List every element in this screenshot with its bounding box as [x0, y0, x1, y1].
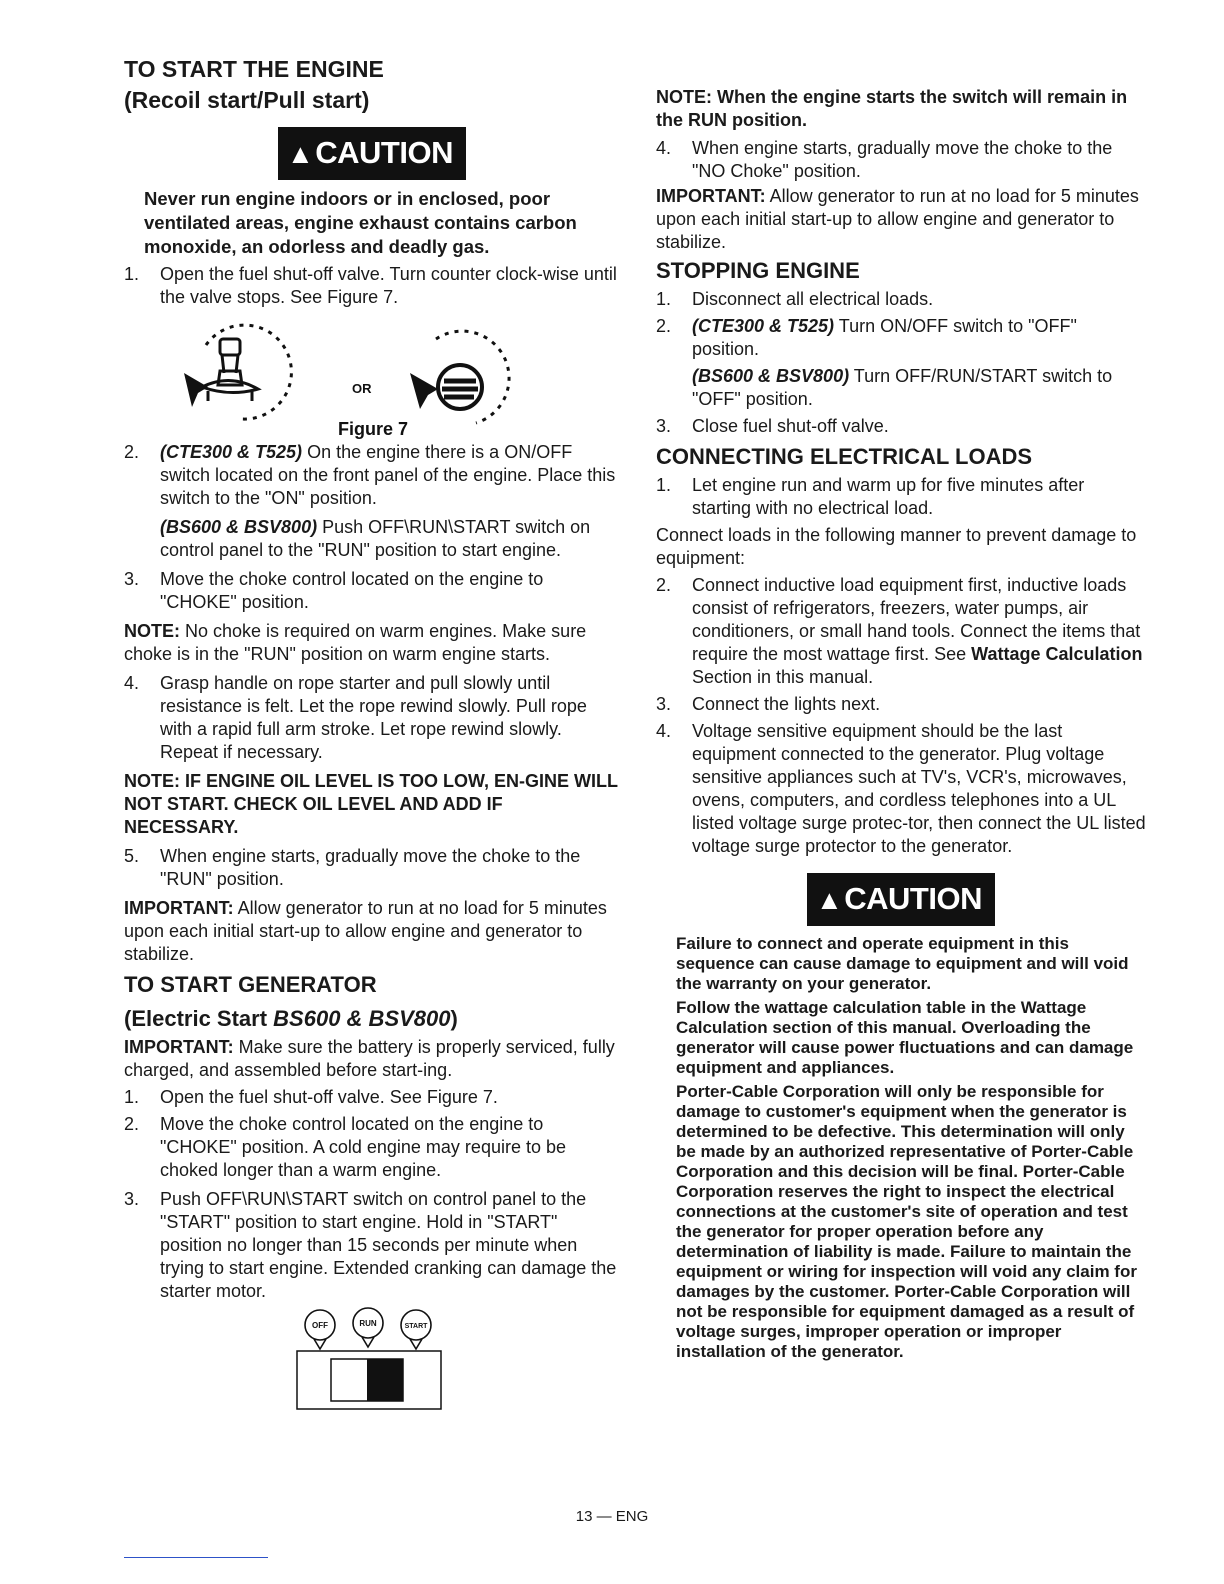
- note-run-position: NOTE: When the engine starts the switch will remain in the RUN position.: [656, 87, 1128, 130]
- svg-text:RUN: RUN: [359, 1319, 377, 1328]
- valve-a-arrow-icon: [184, 373, 208, 407]
- list-item-step-1: 1. Open the fuel shut-off valve. Turn counter clock-wise until the valve stops. See Figure 7.: [124, 264, 617, 307]
- list-item-conn-3: 3. Connect the lights next.: [656, 694, 881, 714]
- list-item-gen-step-2: 2. Move the choke control located on the engine to "CHOKE" position. A cold engine may require to be choked longer than a warm engine.: [124, 1114, 567, 1180]
- caution-text-right: [656, 934, 1146, 1362]
- heading-electric-start: (Electric Start BS600 & BSV800): [124, 1006, 458, 1031]
- heading-start-generator: TO START GENERATOR: [124, 972, 377, 997]
- list-item-gen-step-3: 3. Push OFF\RUN\START switch on control panel to the "START" position to start engine. Hold in "START" position no longer than 15 seconds per minute when trying to start engine. Extended cranking can damage the starter motor.: [124, 1189, 617, 1301]
- fuel-valve-figure: [124, 309, 620, 441]
- note-choke: NOTE: No choke is required on warm engines. Make sure choke is in the "RUN" position on warm engine starts.: [124, 621, 587, 664]
- switch-off-label: [305, 1310, 335, 1349]
- list-item-stop-3: 3. Close fuel shut-off valve.: [656, 416, 889, 436]
- valve-b-arrow-icon: [410, 373, 438, 409]
- switch-start-label: [401, 1310, 431, 1349]
- caution-banner-right: [656, 873, 1146, 926]
- right-column: [656, 86, 1146, 1362]
- list-item-step-5: 5. When engine starts, gradually move the choke to the "RUN" position.: [124, 846, 581, 889]
- note-oil-level: NOTE: IF ENGINE OIL LEVEL IS TOO LOW, EN-GINE WILL NOT START. CHECK OIL LEVEL AND ADD IF NECESSARY.: [124, 771, 618, 837]
- rocker-switch-pressed-half: [367, 1359, 403, 1401]
- caution-label-box: ▲CAUTION: [278, 127, 466, 180]
- list-item-step-4: 4. Grasp handle on rope starter and pull slowly until resistance is felt. Let the rope rewind slowly. Pull rope with a rapid full arm stroke. Let rope rewind slowly. Repeat if necessary.: [124, 673, 587, 762]
- heading-start-engine: TO START THE ENGINE: [124, 56, 384, 82]
- figure-or-label: OR: [352, 381, 372, 396]
- figure-caption: Figure 7: [338, 419, 409, 439]
- page-footer: 13 — ENG: [575, 1508, 649, 1525]
- warning-liability: Porter-Cable Corporation will only be responsible for damage to customer's equipment when the generator is determined to be defective. This determination will only be made by an authorized representative of Porter-Cable Corporation and this decision will be final. Porter-Cable Corporation reserves the right to inspect the electrical connections at the customer's site of operation and test the generator for proper operation before any determination of liability is made. Failure to maintain the equipment or wiring for inspection will void any claim for damages by the customer. Porter-Cable Corporation will not be responsible for equipment damaged as a result of voltage surges, improper operation or improper installation of the generator.: [676, 1082, 1137, 1361]
- svg-text:OFF: OFF: [312, 1321, 328, 1330]
- caution-text: Never run engine indoors or in enclosed, poor ventilated areas, engine exhaust contains carbon monoxide, an odorless and deadly gas.: [144, 188, 577, 257]
- left-column: [124, 56, 620, 1425]
- svg-text:START: START: [404, 1323, 428, 1330]
- important-r-stabilize: IMPORTANT: Allow generator to run at no load for 5 minutes upon each initial start-up to allow engine and generator to stabilize.: [656, 186, 1139, 252]
- list-item-stop-1: 1. Disconnect all electrical loads.: [656, 289, 934, 309]
- caution-banner: [124, 127, 620, 180]
- list-item-stop-2b: (BS600 & BSV800) Turn OFF/RUN/START switch to "OFF" position.: [692, 366, 1113, 409]
- connect-intro: Connect loads in the following manner to prevent damage to equipment:: [656, 525, 1137, 568]
- valve-b-icon: [438, 365, 482, 409]
- list-item-r-step-4: 4. When engine starts, gradually move the choke to the "NO Choke" position.: [656, 138, 1113, 181]
- warning-triangle-icon: ▲: [287, 139, 314, 169]
- important-battery: IMPORTANT: Make sure the battery is properly serviced, fully charged, and assembled before start-ing.: [124, 1037, 615, 1080]
- list-item-stop-2: 2. (CTE300 & T525) Turn ON/OFF switch to "OFF" position.: [656, 316, 1077, 359]
- important-stabilize: IMPORTANT: Allow generator to run at no load for 5 minutes upon each initial start-up to allow engine and generator to stabilize.: [124, 898, 607, 964]
- list-item-step-3: 3. Move the choke control located on the engine to "CHOKE" position.: [124, 569, 544, 612]
- heading-stopping-engine: STOPPING ENGINE: [656, 258, 860, 283]
- switch-run-label: [353, 1308, 383, 1347]
- valve-a-icon: [202, 339, 258, 401]
- list-item-conn-2: 2. Connect inductive load equipment first, inductive loads consist of refrigerators, freezers, water pumps, air conditioners, or small hand tools. Connect the items that require the most wattage first. See Wattage Calculation Section in this manual.: [656, 575, 1143, 687]
- list-item-conn-1: 1. Let engine run and warm up for five minutes after starting with no electrical load.: [656, 475, 1085, 518]
- list-item-conn-4: 4. Voltage sensitive equipment should be the last equipment connected to the generator. Plug voltage sensitive appliances such at TV's, VCR's, microwaves, ovens, computers, and cordless telephones into a UL listed voltage surge protec-tor, then connect the UL listed voltage surge protector to the generator.: [656, 721, 1146, 856]
- switch-panel-figure: [124, 1307, 620, 1425]
- warning-wattage: Follow the wattage calculation table in the Wattage Calculation section of this manual. Overloading the generator will cause power fluctuations and can damage equipment and appliances.: [676, 998, 1134, 1077]
- figure-7: [124, 309, 620, 441]
- list-item-step-2b: (BS600 & BSV800) Push OFF\RUN\START switch on control panel to the "RUN" position to start engine.: [160, 517, 591, 560]
- warning-triangle-icon: ▲: [816, 885, 843, 915]
- list-item-gen-step-1: 1. Open the fuel shut-off valve. See Figure 7.: [124, 1087, 498, 1107]
- list-item-step-2: 2. (CTE300 & T525) On the engine there is a ON/OFF switch located on the front panel of the engine. Place this switch to the "ON" position.: [124, 442, 616, 508]
- caution-label-box-right: ▲CAUTION: [807, 873, 995, 926]
- heading-recoil-start: (Recoil start/Pull start): [124, 87, 370, 113]
- heading-connecting-loads: CONNECTING ELECTRICAL LOADS: [656, 444, 1033, 469]
- warning-sequence: Failure to connect and operate equipment in this sequence can cause damage to equipment and will void the warranty on your generator.: [676, 934, 1129, 993]
- footer-rule: [124, 1557, 268, 1558]
